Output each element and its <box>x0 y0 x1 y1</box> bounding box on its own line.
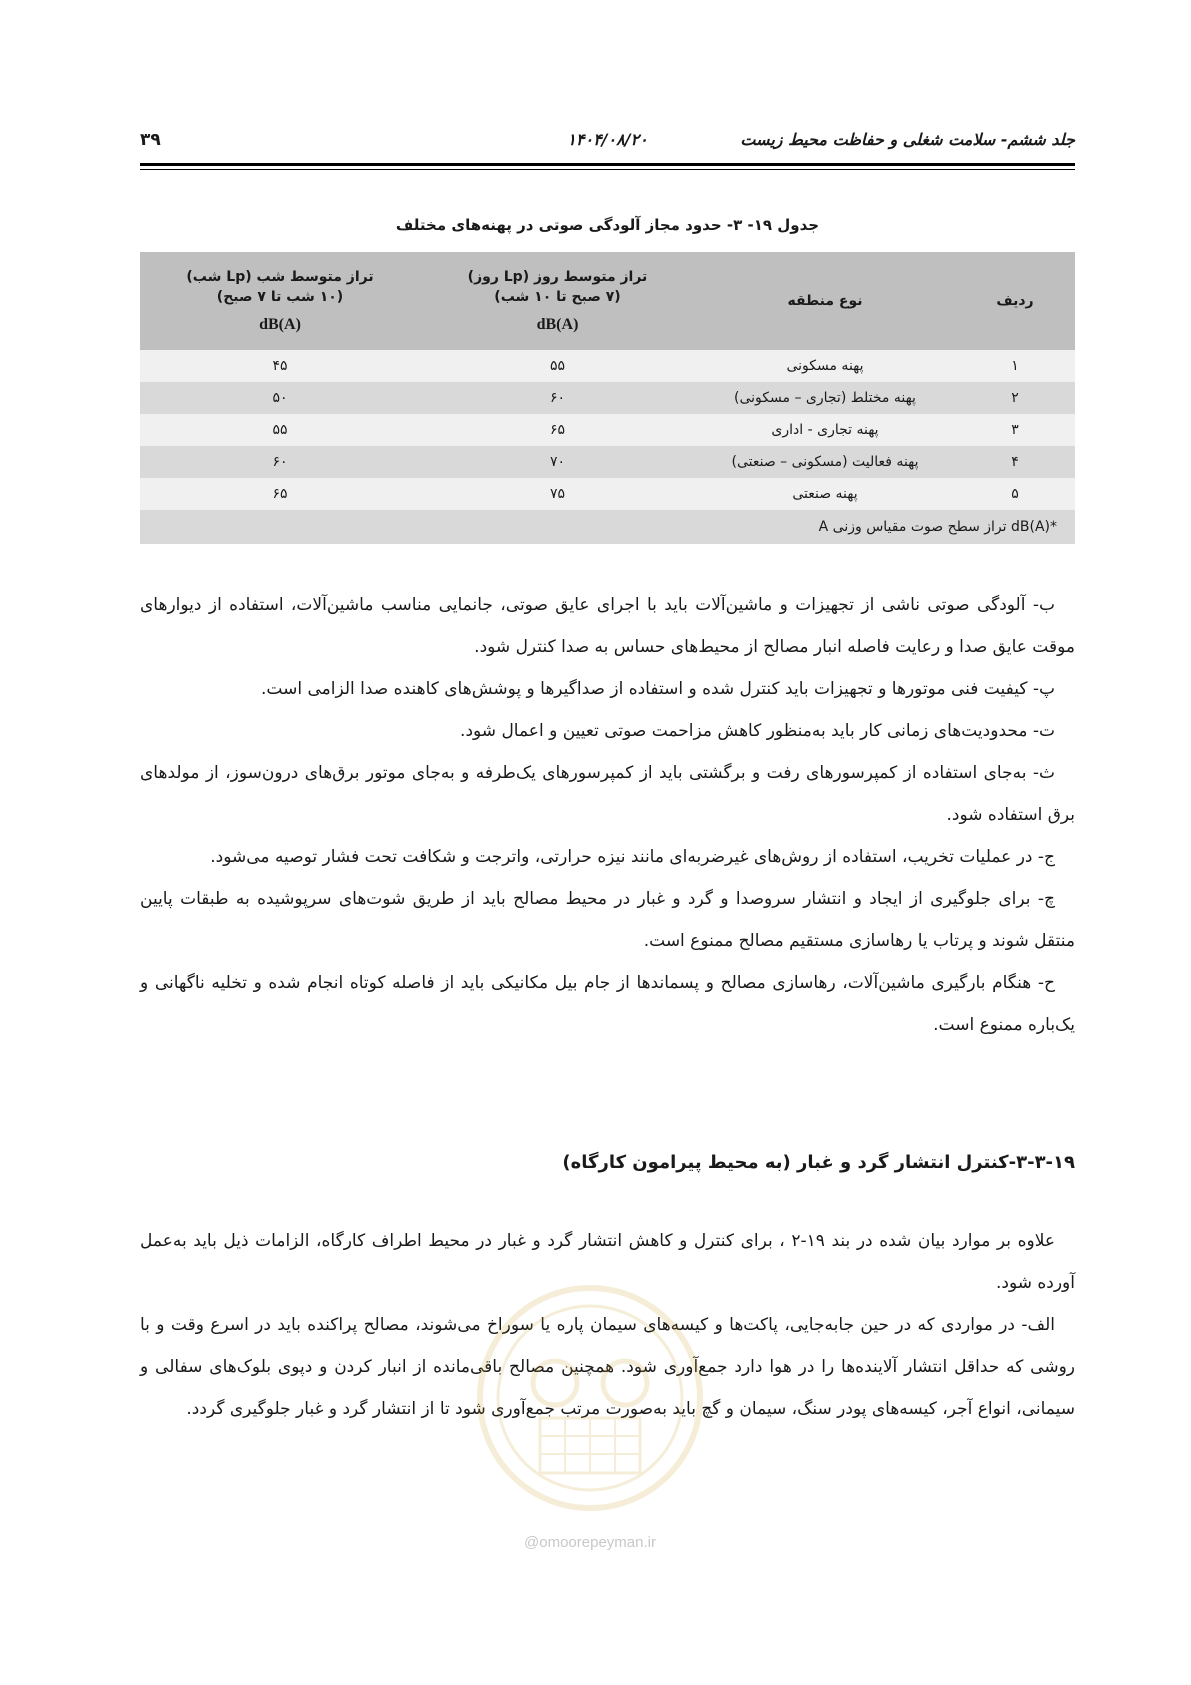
table-row <box>140 446 1075 478</box>
header-night-line1: تراز متوسط شب (Lp شب) <box>186 269 374 285</box>
header-rule-thick <box>140 163 1075 166</box>
cell-row-number: ۵ <box>955 478 1075 510</box>
header-night-unit: dB(A) <box>259 316 301 333</box>
cell-night-level: ۶۰ <box>140 446 420 478</box>
paragraph: الف- در مواردی که در حین جابه‌جایی، پاکت‌ها و کیسه‌های سیمان پاره یا سوراخ می‌شوند، مصالح پراکنده باید در اسرع وقت و با روشی که حداقل انتشار آلاینده‌ها را در هوا دارد جمع‌آوری شود. همچنین مصالح باقی‌مانده از انبار کردن و دپوی بلوک‌های سفالی و سیمانی، انواع آجر، کیسه‌های پودر سنگ، سیمان و گچ باید به‌صورت مرتب جمع‌آوری شود تا از انتشار گرد و غبار جلوگیری گردد. <box>140 1315 1075 1419</box>
table-header-row <box>140 252 1075 350</box>
table-caption: جدول ۱۹- ۳- حدود مجاز آلودگی صوتی در پهنه‌های مختلف <box>395 216 820 234</box>
cell-night-level: ۵۰ <box>140 382 420 414</box>
cell-zone: پهنه مختلط (تجاری – مسکونی) <box>695 382 955 414</box>
cell-zone: پهنه مسکونی <box>695 350 955 382</box>
cell-row-number: ۲ <box>955 382 1075 414</box>
table-row <box>140 414 1075 446</box>
table-row <box>140 478 1075 510</box>
cell-night-level: ۵۵ <box>140 414 420 446</box>
cell-day-level: ۶۵ <box>420 414 695 446</box>
paragraph: پ- کیفیت فنی موتورها و تجهیزات باید کنترل شده و استفاده از صداگیرها و پوشش‌های کاهنده صدا الزامی است. <box>261 679 1055 699</box>
cell-night-level: ۶۵ <box>140 478 420 510</box>
header-day-line1: تراز متوسط روز (Lp روز) <box>467 269 648 285</box>
paragraph: ث- به‌جای استفاده از کمپرسورهای رفت و برگشتی باید از کمپرسورهای یک‌طرفه و به‌جای موتور برق‌های درون‌سوز، از مولدهای برق استفاده شود. <box>140 763 1075 825</box>
table-note-row <box>140 510 1075 544</box>
header-day-unit: dB(A) <box>536 316 579 333</box>
header-night-line2: (۱۰ شب تا ۷ صبح) <box>216 289 344 305</box>
cell-zone: پهنه صنعتی <box>695 478 955 510</box>
table-row <box>140 350 1075 382</box>
header-date: ۱۴۰۴/۰۸/۲۰ <box>567 130 648 149</box>
paragraph: چ- برای جلوگیری از ایجاد و انتشار سروصدا و گرد و غبار در محیط مصالح باید از طریق شوت‌های سرپوشیده به طبقات پایین منتقل شوند و پرتاب یا رهاسازی مستقیم مصالح ممنوع است. <box>140 889 1075 951</box>
header-day-level <box>420 252 695 350</box>
paragraph: ت- محدودیت‌های زمانی کار باید به‌منظور کاهش مزاحمت صوتی تعیین و اعمال شود. <box>460 721 1055 741</box>
header-day-line2: (۷ صبح تا ۱۰ شب) <box>494 289 621 305</box>
header-rule-thin <box>140 169 1075 170</box>
cell-row-number: ۱ <box>955 350 1075 382</box>
cell-row-number: ۴ <box>955 446 1075 478</box>
cell-row-number: ۳ <box>955 414 1075 446</box>
cell-day-level: ۷۰ <box>420 446 695 478</box>
watermark-seal-icon <box>470 1278 710 1518</box>
header-row-number: ردیف <box>955 252 1075 350</box>
cell-day-level: ۶۰ <box>420 382 695 414</box>
book-title: جلد ششم- سلامت شغلی و حفاظت محیط زیست <box>740 130 1075 149</box>
section-heading: ۳-۳-۱۹-کنترل انتشار گرد و غبار (به محیط پیرامون کارگاه) <box>562 1152 1075 1173</box>
cell-day-level: ۵۵ <box>420 350 695 382</box>
paragraph: ب- آلودگی صوتی ناشی از تجهیزات و ماشین‌آلات باید با اجرای عایق صوتی، جانمایی مناسب ماشین‌آلات، استفاده از دیوارهای موقت عایق صدا و رعایت فاصله انبار مصالح از محیط‌های حساس به صدا کنترل شود. <box>140 595 1075 657</box>
header-night-level <box>140 252 420 350</box>
paragraph: ح- هنگام بارگیری ماشین‌آلات، رهاسازی مصالح و پسماندها از جام بیل مکانیکی باید از فاصله کوتاه انجام شده و تخلیه ناگهانی و یک‌باره ممنوع است. <box>140 973 1075 1035</box>
header-zone-type: نوع منطقه <box>695 252 955 350</box>
table-note: *dB(A) تراز سطح صوت مقیاس وزنی A <box>140 510 1075 544</box>
noise-limits-table <box>140 252 1075 544</box>
table-row <box>140 382 1075 414</box>
watermark-url: @omoorepeyman.ir <box>524 1534 656 1551</box>
page-number: ۳۹ <box>140 130 161 150</box>
paragraph: علاوه بر موارد بیان شده در بند ۱۹-۲ ، برای کنترل و کاهش انتشار گرد و غبار در محیط اطراف کارگاه، الزامات ذیل باید به‌عمل آورده شود. <box>140 1231 1075 1293</box>
body-text-block-1 <box>140 584 1075 1046</box>
cell-night-level: ۴۵ <box>140 350 420 382</box>
cell-zone: پهنه فعالیت (مسکونی – صنعتی) <box>695 446 955 478</box>
cell-zone: پهنه تجاری - اداری <box>695 414 955 446</box>
paragraph: ج- در عملیات تخریب، استفاده از روش‌های غیرضربه‌ای مانند نیزه حرارتی، واترجت و شکافت تحت فشار توصیه می‌شود. <box>210 847 1055 867</box>
cell-day-level: ۷۵ <box>420 478 695 510</box>
page-header <box>140 130 1075 160</box>
